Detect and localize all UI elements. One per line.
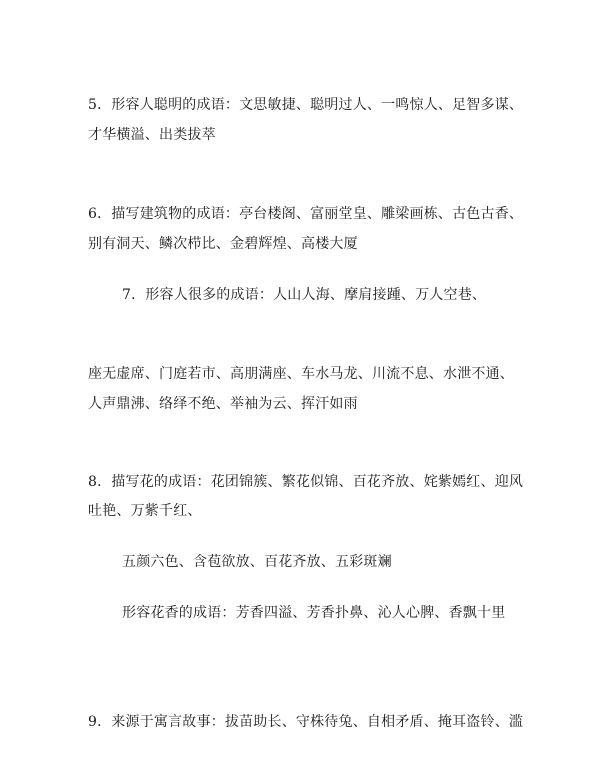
idiom-line-flower-2: 吐艳、万紫千红、 — [88, 503, 202, 519]
idiom-line-fragrance: 形容花香的成语：芳香四溢、芳香扑鼻、沁人心脾、香飘十里 — [122, 605, 506, 621]
idiom-line-building-1: 6．描写建筑物的成语：亭台楼阁、富丽堂皇、雕梁画栋、古色古香、 — [88, 206, 524, 222]
idiom-line-flower-1: 8．描写花的成语：花团锦簇、繁花似锦、百花齐放、姹紫嫣红、迎风 — [88, 474, 524, 490]
idiom-line-fable: 9．来源于寓言故事：拔苗助长、守株待兔、自相矛盾、掩耳盗铃、滥 — [88, 714, 524, 730]
idiom-line-smart-2: 才华横溢、出类拔萃 — [88, 127, 216, 143]
idiom-line-crowd-3: 人声鼎沸、络绎不绝、举袖为云、挥汗如雨 — [88, 396, 358, 412]
idiom-line-crowd-2: 座无虚席、门庭若市、高朋满座、车水马龙、川流不息、水泄不通、 — [88, 366, 514, 382]
idiom-line-crowd-1: 7．形容人很多的成语：人山人海、摩肩接踵、万人空巷、 — [122, 287, 487, 303]
idiom-line-smart-1: 5．形容人聪明的成语：文思敏捷、聪明过人、一鸣惊人、足智多谋、 — [88, 97, 524, 113]
idiom-line-flower-3: 五颜六色、含苞欲放、百花齐放、五彩斑斓 — [122, 554, 392, 570]
idiom-line-building-2: 别有洞天、鳞次栉比、金碧辉煌、高楼大厦 — [88, 236, 358, 252]
